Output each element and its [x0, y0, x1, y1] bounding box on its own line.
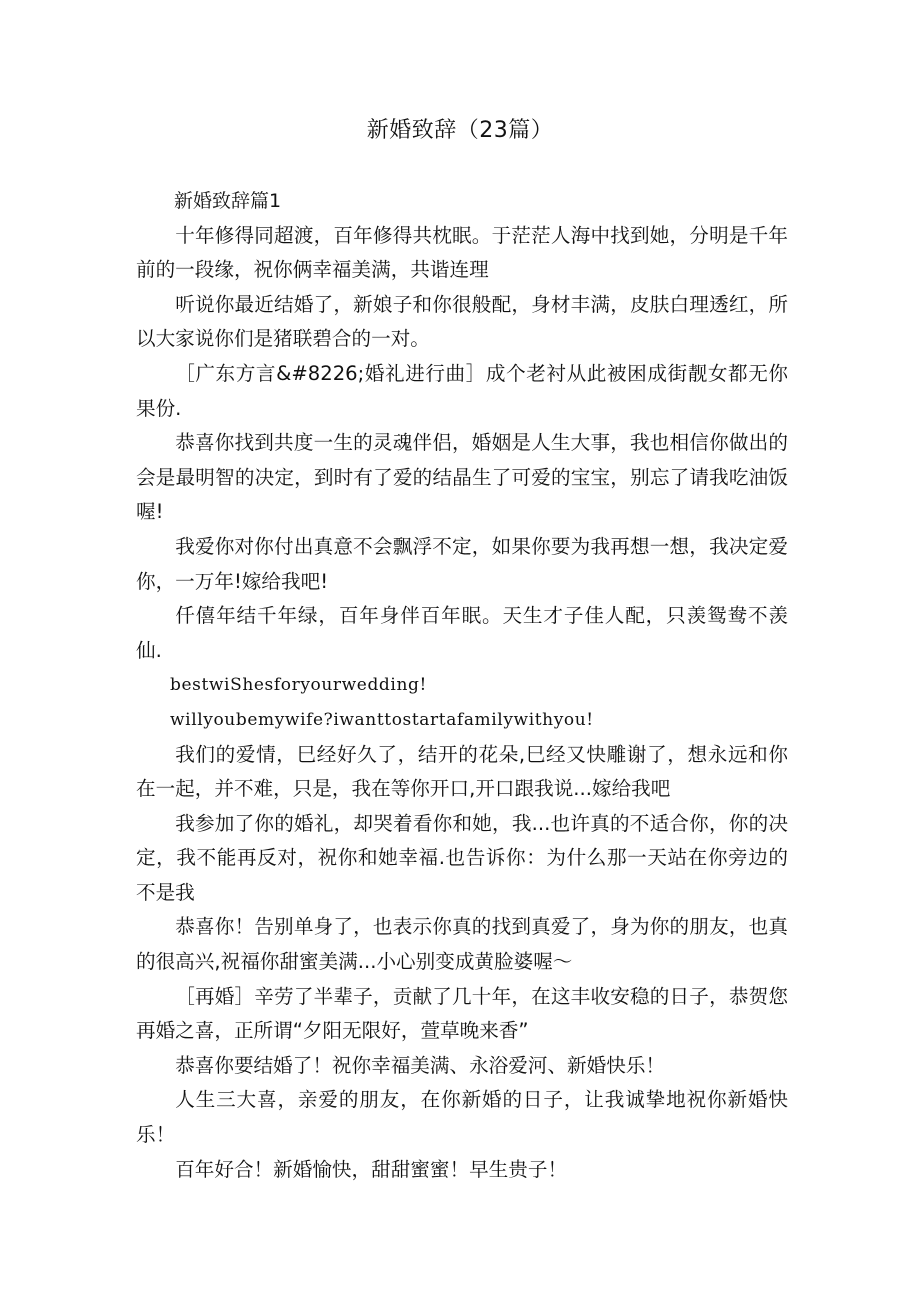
paragraph: 我爱你对你付出真意不会飘浮不定，如果你要为我再想一想，我决定爱你，一万年!嫁给我吧! [136, 534, 788, 593]
paragraph: 恭喜你！告别单身了，也表示你真的找到真爱了，身为你的朋友，也真的很高兴,祝福你甜蜜美满...小心别变成黄脸婆喔〜 [136, 915, 788, 974]
paragraph-english: willyoubemywife?iwanttostartafamilywithyou! [170, 709, 594, 730]
paragraph: 我参加了你的婚礼，却哭着看你和她，我...也许真的不适合你，你的决定，我不能再反对，祝你和她幸福.也告诉你：为什么那一天站在你旁边的不是我 [136, 811, 788, 904]
section-heading: 新婚致辞篇1 [174, 190, 282, 212]
paragraph: 仟僖年结千年绿，百年身伴百年眠。天生才子佳人配，只羡鸳鸯不羡仙. [136, 604, 788, 662]
paragraph: 我们的爱情，巳经好久了，结开的花朵,巳经又快雕谢了，想永远和你在一起，并不难，只是，我在等你开口,开口跟我说...嫁给我吧 [136, 742, 788, 801]
paragraph: ［广东方言&#8226;婚礼进行曲］成个老衬从此被困成街靓女都无你果份. [136, 361, 788, 420]
paragraph: 恭喜你找到共度一生的灵魂伴侣，婚姻是人生大事，我也相信你做出的会是最明智的决定，到时有了爱的结晶生了可爱的宝宝，别忘了请我吃油饭喔! [136, 431, 788, 524]
paragraph: 人生三大喜，亲爱的朋友，在你新婚的日子，让我诚挚地祝你新婚快乐！ [136, 1088, 788, 1147]
paragraph: 恭喜你要结婚了！祝你幸福美满、永浴爱河、新婚快乐！ [175, 1053, 666, 1077]
paragraph: 十年修得同超渡，百年修得共枕眠。于茫茫人海中找到她，分明是千年前的一段缘，祝你俩幸福美满，共谐连理 [136, 223, 788, 282]
document-body [136, 184, 788, 1187]
paragraph: ［再婚］辛劳了半辈子，贡献了几十年，在这丰收安稳的日子，恭贺您再婚之喜，正所谓“夕阳无限好，萱草晚来香” [136, 984, 788, 1043]
paragraph: 百年好合！新婚愉快，甜甜蜜蜜！早生贵子！ [175, 1157, 568, 1181]
paragraph-english: bestwiShesforyourwedding! [170, 675, 427, 696]
document-title: 新婚致辞（23篇） [366, 118, 554, 143]
paragraph: 听说你最近结婚了，新娘子和你很般配，身材丰满，皮肤白理透红，所以大家说你们是猪联碧合的一对。 [136, 292, 788, 351]
